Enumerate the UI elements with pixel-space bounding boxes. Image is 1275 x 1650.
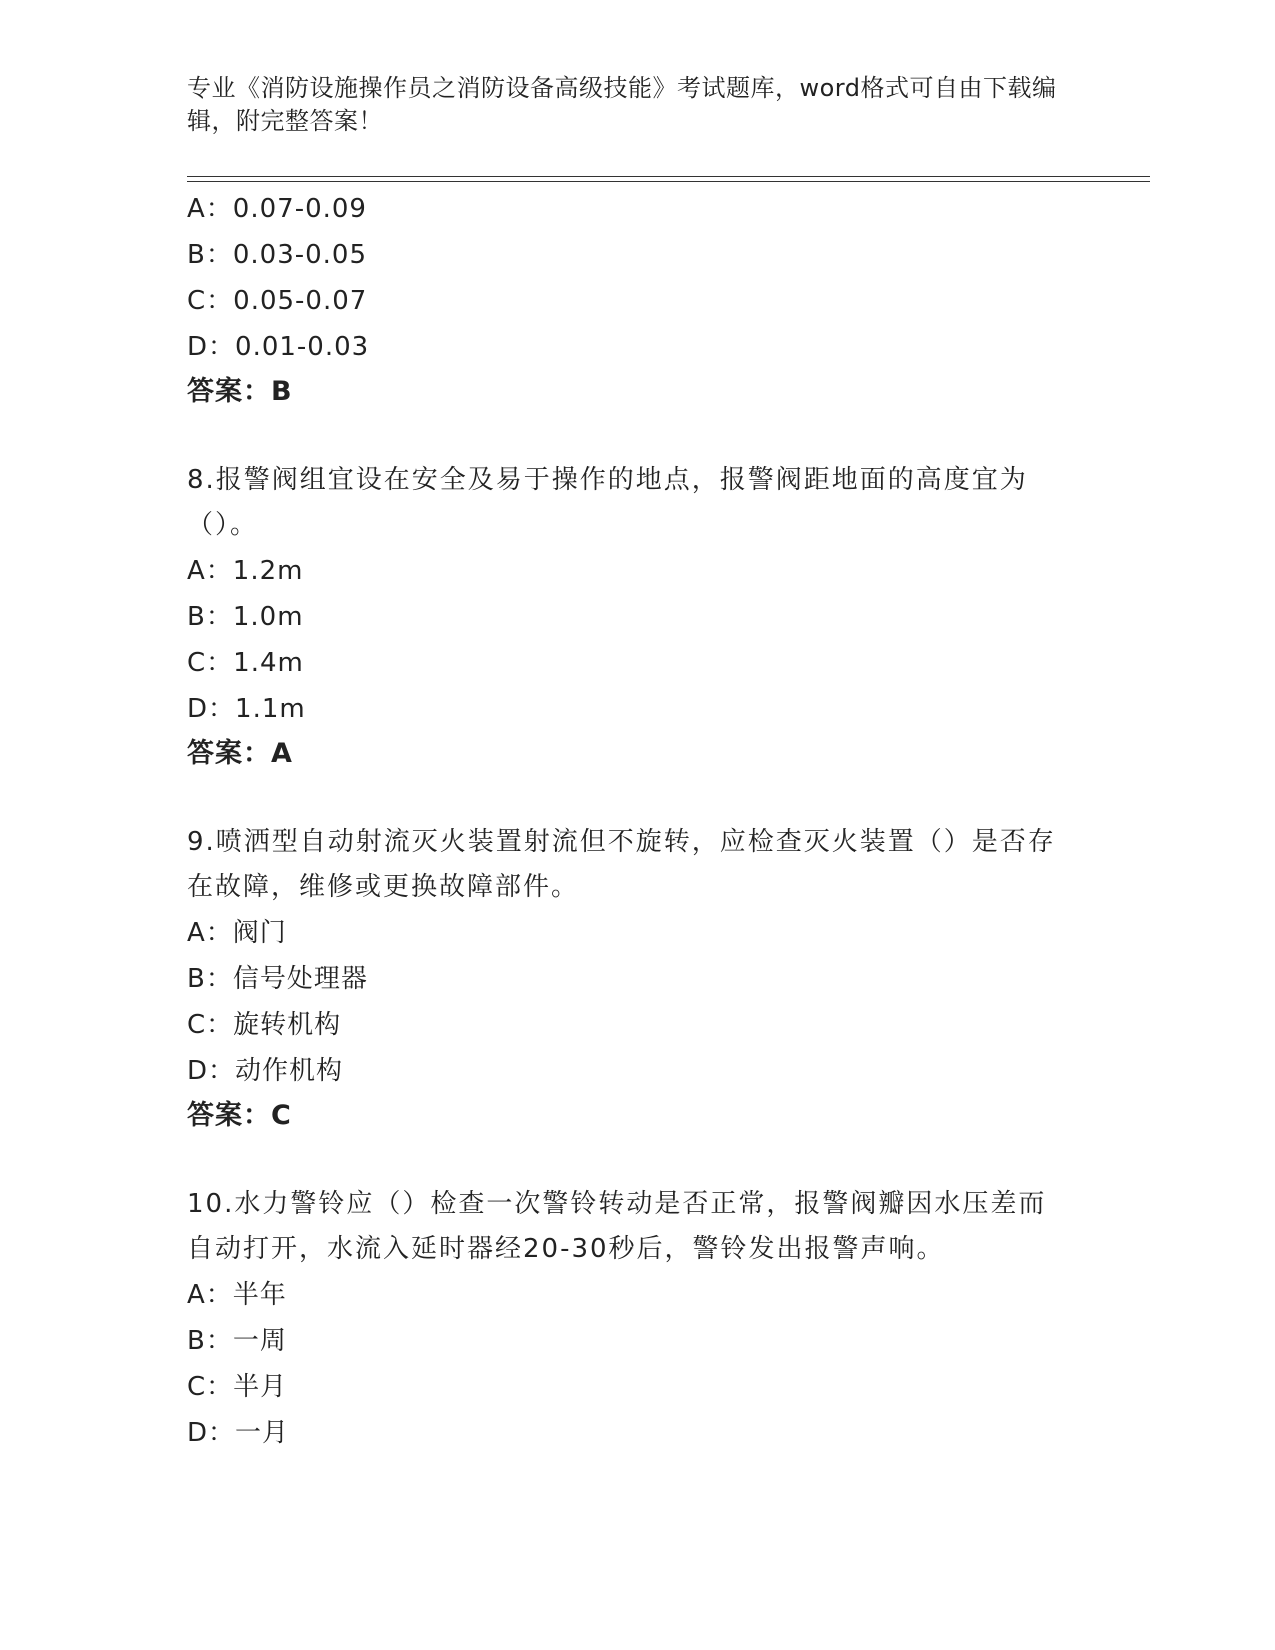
option-d: D：一月 (187, 1418, 290, 1448)
option-a: A：1.2m (187, 556, 304, 586)
document-header: 专业《消防设施操作员之消防设备高级技能》考试题库，word格式可自由下载编辑，附完整答案！ (187, 74, 1057, 135)
header-divider (187, 176, 1150, 182)
option-b: B：1.0m (187, 602, 304, 632)
option-d: D：1.1m (187, 694, 306, 724)
option-d: D：动作机构 (187, 1056, 344, 1086)
question-10 (187, 1182, 1067, 1456)
question-7-continued (187, 186, 1067, 414)
option-b: B：一周 (187, 1326, 287, 1356)
question-text: 9.喷洒型自动射流灭火装置射流但不旋转，应检查灭火装置（）是否存在故障，维修或更换故障部件。 (187, 827, 1056, 902)
answer-line: 答案：A (187, 738, 293, 769)
answer-line: 答案：B (187, 376, 293, 407)
option-c: C：0.05-0.07 (187, 286, 368, 316)
option-c: C：半月 (187, 1372, 288, 1402)
option-d: D：0.01-0.03 (187, 332, 370, 362)
question-list (187, 186, 1067, 1456)
option-b: B：0.03-0.05 (187, 240, 368, 270)
answer-line: 答案：C (187, 1100, 292, 1131)
option-c: C：1.4m (187, 648, 304, 678)
option-b: B：信号处理器 (187, 964, 368, 994)
question-text: 10.水力警铃应（）检查一次警铃转动是否正常，报警阀瓣因水压差而自动打开，水流入延时器经20-30秒后，警铃发出报警声响。 (187, 1189, 1047, 1264)
option-a: A：半年 (187, 1280, 287, 1310)
question-text: 8.报警阀组宜设在安全及易于操作的地点，报警阀距地面的高度宜为（）。 (187, 465, 1028, 540)
question-9 (187, 820, 1067, 1138)
question-8 (187, 458, 1067, 776)
option-a: A：0.07-0.09 (187, 194, 367, 224)
option-c: C：旋转机构 (187, 1010, 342, 1040)
option-a: A：阀门 (187, 918, 287, 948)
